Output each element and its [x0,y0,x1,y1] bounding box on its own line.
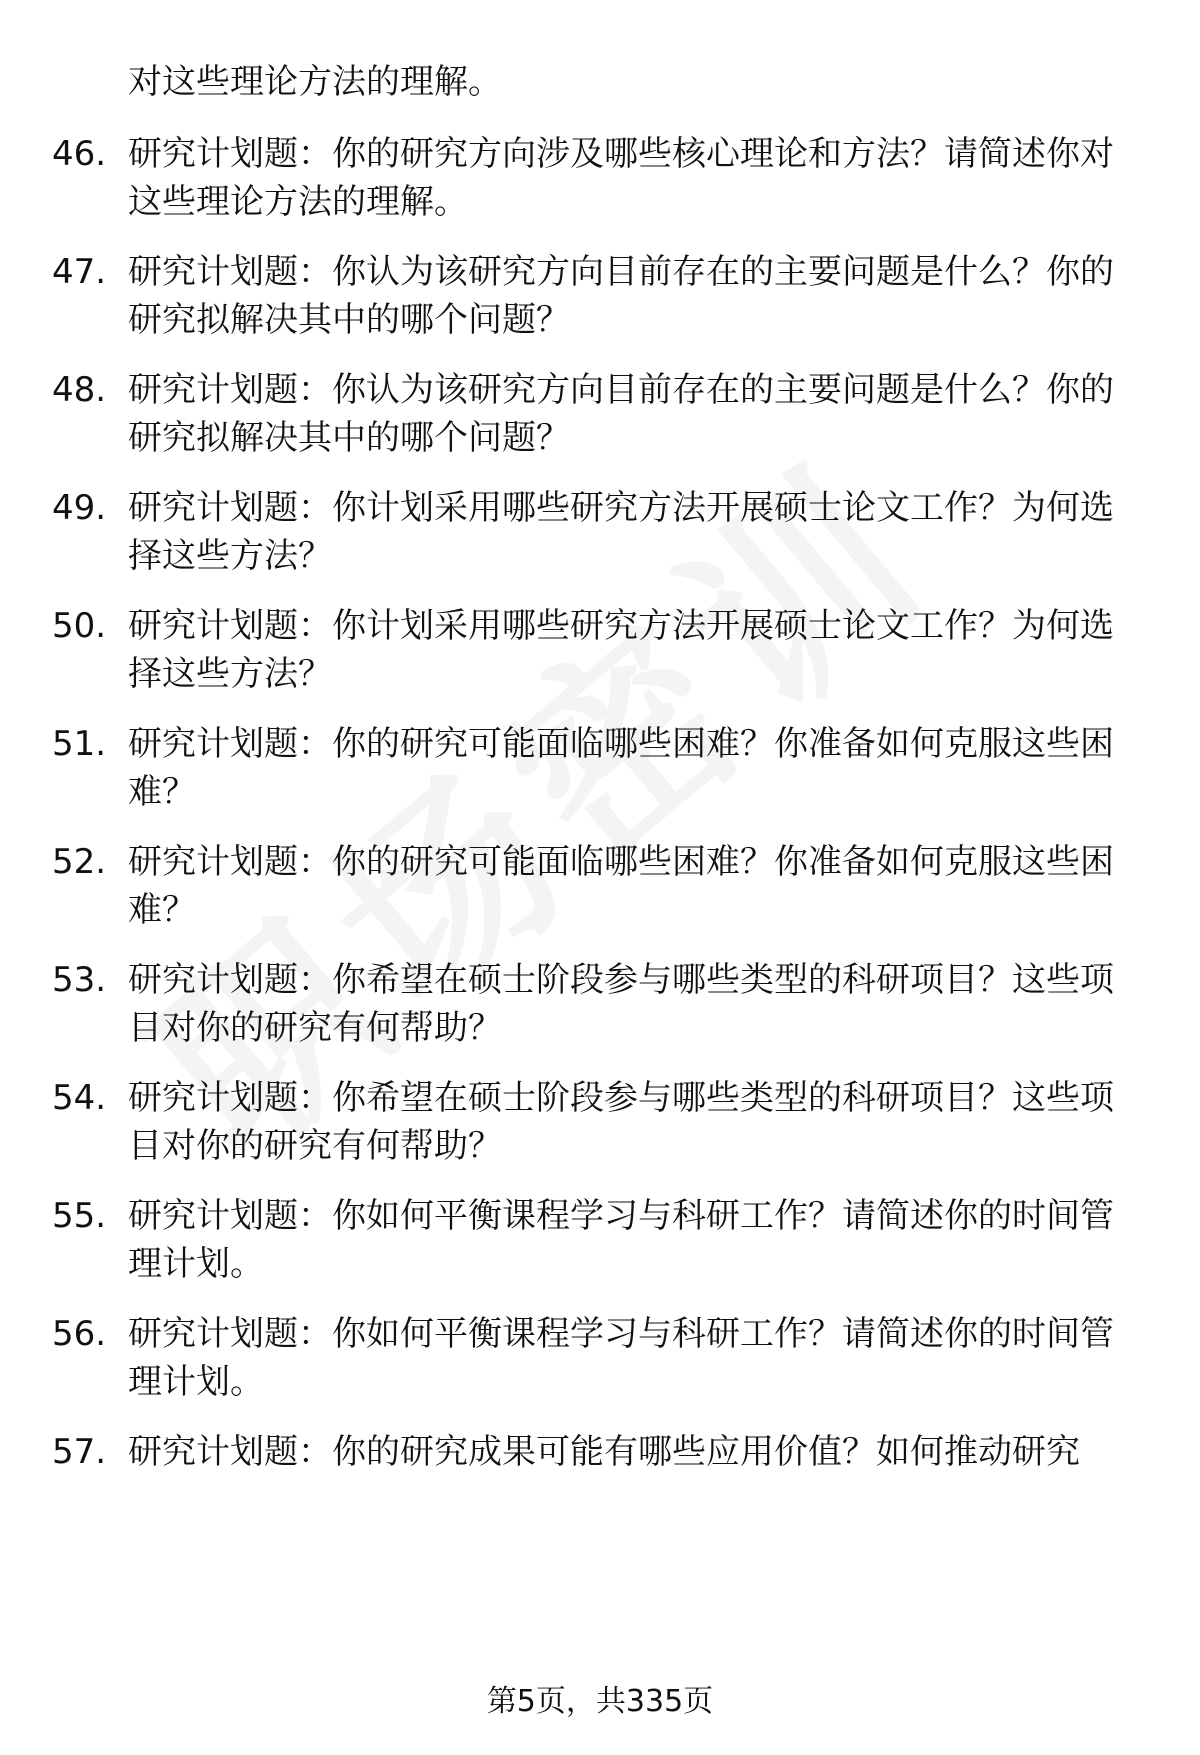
continued-text: 对这些理论方法的理解。 [128,62,502,102]
question-number: 56. [52,1314,107,1354]
question-text: 研究计划题：你希望在硕士阶段参与哪些类型的科研项目？这些项目对你的研究有何帮助？ [128,960,1114,1048]
question-text: 研究计划题：你的研究成果可能有哪些应用价值？如何推动研究 [128,1432,1080,1472]
question-number: 50. [52,606,107,646]
question-text: 研究计划题：你的研究方向涉及哪些核心理论和方法？请简述你对这些理论方法的理解。 [128,134,1114,222]
question-text: 研究计划题：你计划采用哪些研究方法开展硕士论文工作？为何选择这些方法？ [128,606,1114,694]
question-text: 研究计划题：你的研究可能面临哪些困难？你准备如何克服这些困难？ [128,842,1114,930]
question-number: 46. [52,134,107,174]
page-footer: 第5页，共335页 [486,1684,714,1719]
question-number: 52. [52,842,107,882]
question-text: 研究计划题：你认为该研究方向目前存在的主要问题是什么？你的研究拟解决其中的哪个问题？ [128,370,1114,458]
question-text: 研究计划题：你的研究可能面临哪些困难？你准备如何克服这些困难？ [128,724,1114,812]
question-text: 研究计划题：你计划采用哪些研究方法开展硕士论文工作？为何选择这些方法？ [128,488,1114,576]
question-number: 53. [52,960,107,1000]
question-text: 研究计划题：你如何平衡课程学习与科研工作？请简述你的时间管理计划。 [128,1314,1114,1402]
question-number: 57. [52,1432,107,1472]
question-number: 48. [52,370,107,410]
question-number: 51. [52,724,107,764]
question-text: 研究计划题：你认为该研究方向目前存在的主要问题是什么？你的研究拟解决其中的哪个问题？ [128,252,1114,340]
question-text: 研究计划题：你希望在硕士阶段参与哪些类型的科研项目？这些项目对你的研究有何帮助？ [128,1078,1114,1166]
question-number: 54. [52,1078,107,1118]
question-number: 49. [52,488,107,528]
question-number: 47. [52,252,107,292]
question-number: 55. [52,1196,107,1236]
question-text: 研究计划题：你如何平衡课程学习与科研工作？请简述你的时间管理计划。 [128,1196,1114,1284]
